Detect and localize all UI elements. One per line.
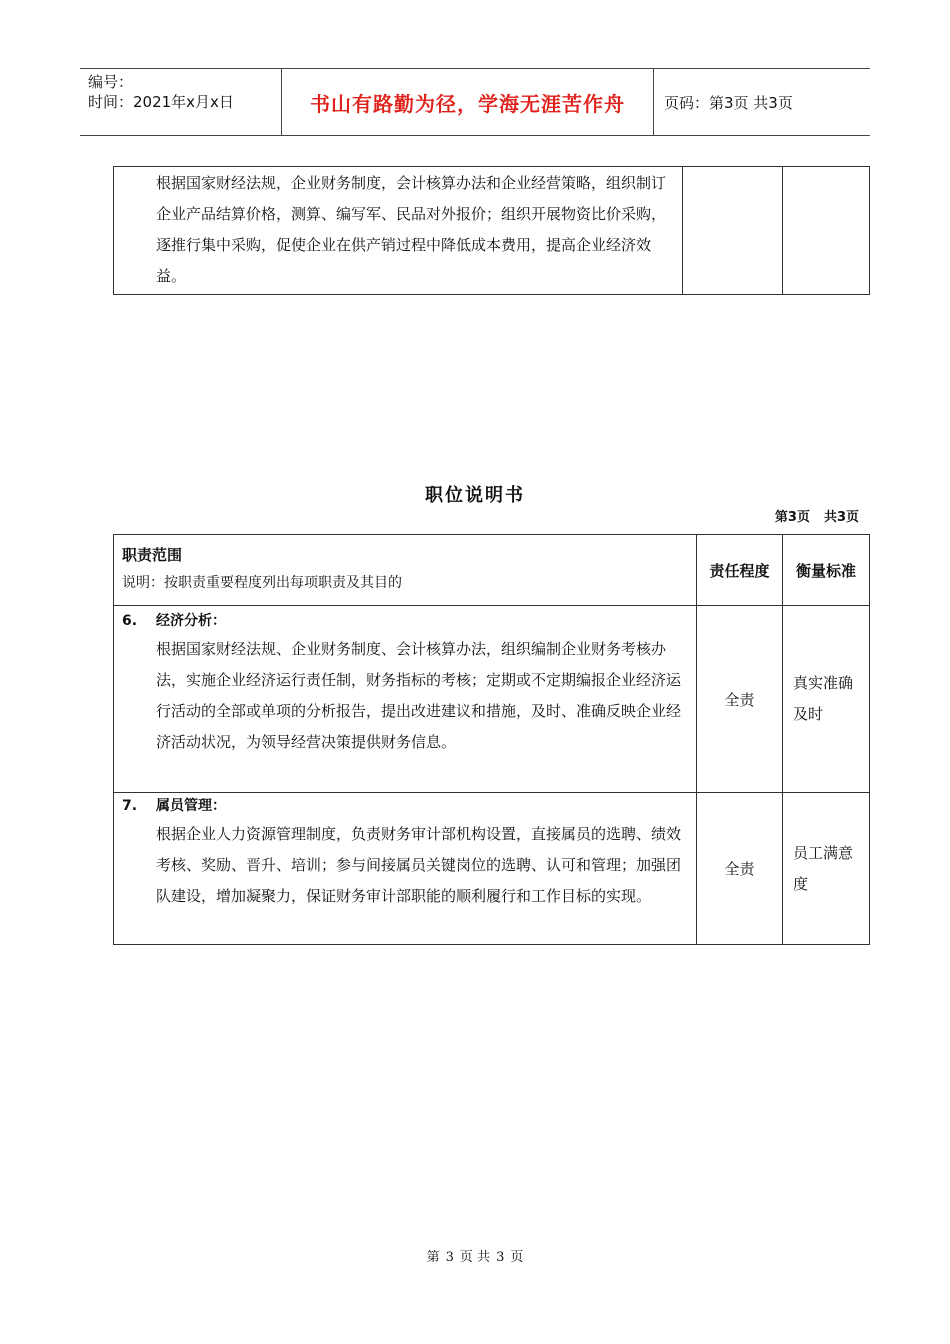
duty-description: 根据企业人力资源管理制度，负责财务审计部机构设置，直接属员的选聘、绩效考核、奖励、晋升、培训；参与间接属员关键岗位的选聘、认可和管理；加强团队建设，增加凝聚力，保证财务审计部职能的顺利履行和工作目标的实现。	[156, 825, 682, 905]
page-footer	[0, 1246, 950, 1265]
number-label: 编号：	[88, 73, 134, 91]
duty-standard: 员工满意度	[793, 843, 854, 893]
footer-current: 3	[445, 1250, 454, 1265]
duty-cell	[114, 793, 697, 945]
standard-cell	[783, 167, 870, 295]
duty-standard: 真实准确及时	[793, 674, 854, 723]
duty-description: 根据国家财经法规、企业财务制度、会计核算办法，组织编制企业财务考核办法，实施企业经济运行责任制，财务指标的考核；定期或不定期编报企业经济运行活动的全部或单项的分析报告，提出改进建议和措施，及时、准确反映企业经济活动状况，为领导经营决策提供财务信息。	[156, 640, 682, 751]
table-row	[114, 606, 870, 793]
table-row	[114, 793, 870, 945]
table-header-row	[114, 535, 870, 606]
duties-table	[113, 534, 870, 945]
page-current: 第3页	[774, 510, 810, 525]
scope-header-cell	[114, 535, 697, 606]
header-meta	[80, 69, 282, 135]
footer-suffix: 页	[510, 1250, 524, 1265]
footer-total: 3	[496, 1250, 505, 1265]
duty-heading	[114, 793, 696, 819]
duty-title: 经济分析：	[156, 613, 226, 629]
header-slogan: 书山有路勤为径，学海无涯苦作舟	[282, 69, 654, 135]
duty-degree: 全责	[697, 793, 783, 945]
duty-heading	[114, 608, 696, 634]
duty-standard-cell	[783, 793, 870, 945]
duty-cell	[114, 606, 697, 793]
standard-column-header: 衡量标准	[783, 535, 870, 606]
page-header	[80, 68, 870, 136]
scope-note: 说明：按职责重要程度列出每项职责及其目的	[122, 575, 402, 591]
duty-number: 6.	[122, 613, 138, 629]
header-page-info: 页码：第3页 共3页	[664, 93, 793, 112]
page-total: 共3页	[823, 510, 859, 525]
scope-title: 职责范围	[122, 546, 183, 564]
document-page-count	[761, 506, 859, 525]
duty-standard-cell	[783, 606, 870, 793]
continuation-table	[113, 166, 870, 295]
document-title: 职位说明书	[425, 485, 525, 506]
footer-prefix: 第	[426, 1250, 440, 1265]
duty-text: 根据国家财经法规，企业财务制度，会计核算办法和企业经营策略，组织制订企业产品结算价格，测算、编写军、民品对外报价；组织开展物资比价采购，逐推行集中采购，促使企业在供产销过程中降低成本费用，提高企业经济效益。	[156, 174, 667, 285]
duty-number: 7.	[122, 798, 138, 814]
time-label: 时间：2021年x月x日	[88, 93, 234, 111]
degree-cell	[683, 167, 783, 295]
duty-degree: 全责	[697, 606, 783, 793]
duty-text-cell	[114, 167, 683, 295]
degree-column-header: 责任程度	[697, 535, 783, 606]
footer-middle: 页 共	[459, 1250, 491, 1265]
duty-title: 属员管理：	[156, 798, 226, 814]
table-row	[114, 167, 870, 295]
